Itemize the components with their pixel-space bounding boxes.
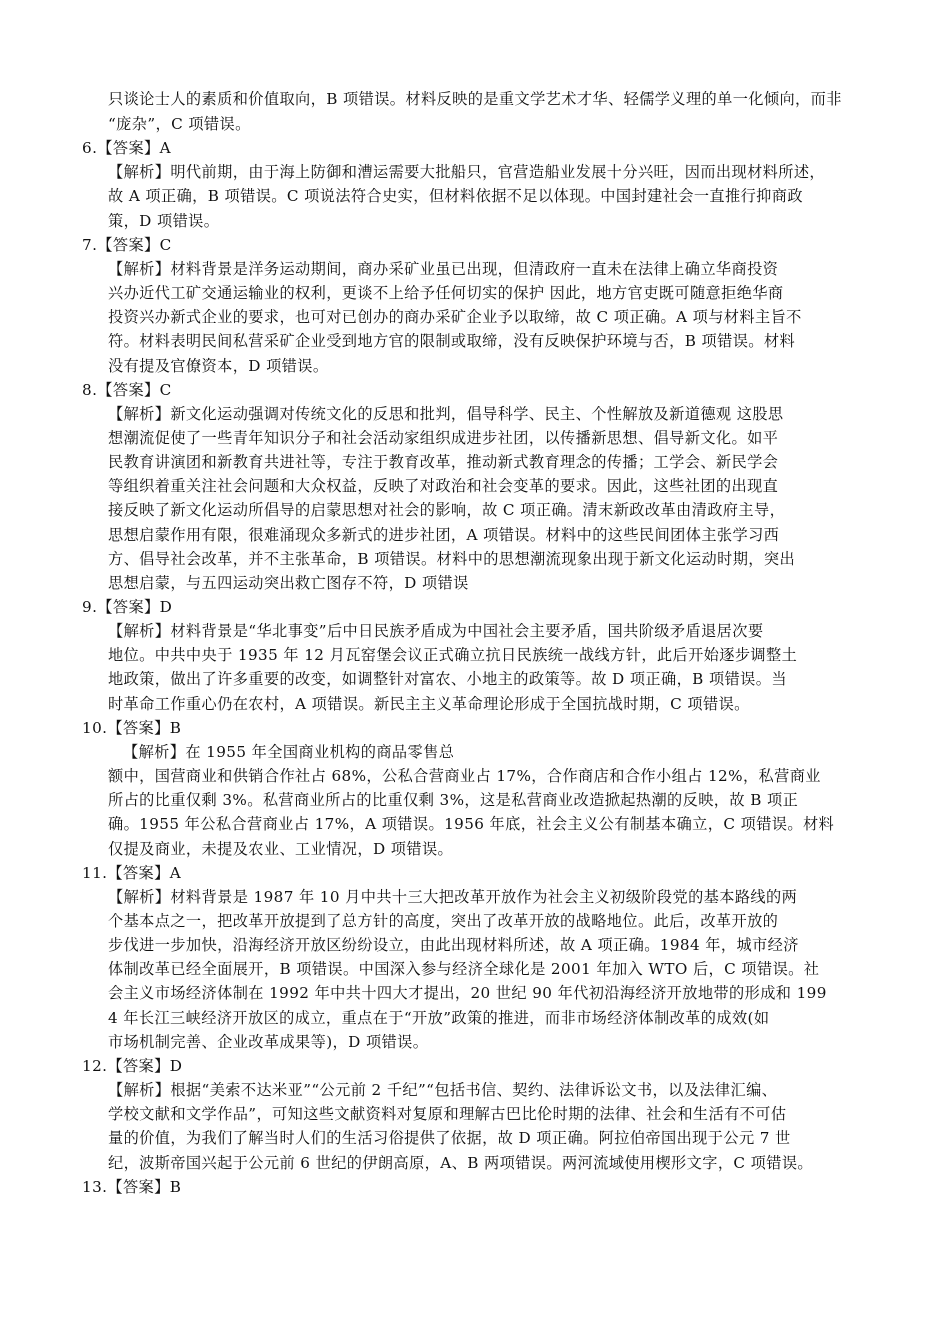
answer-heading: 11.【答案】A — [82, 864, 182, 882]
text-line: 只谈论士人的素质和价值取向，B 项错误。材料反映的是重文学艺术才华、轻儒学义理的单一化倾向，而非 — [108, 90, 842, 108]
text-line: 4 年长江三峡经济开放区的成立，重点在于“开放”政策的推进，而非市场经济体制改革的成效(如 — [108, 1009, 770, 1027]
text-line: 【解析】材料背景是 1987 年 10 月中共十三大把改革开放作为社会主义初级阶段党的基本路线的两 — [108, 888, 798, 906]
answer-heading: 6.【答案】A — [82, 139, 172, 157]
text-line: 会主义市场经济体制在 1992 年中共十四大才提出，20 世纪 90 年代初沿海经济开放地带的形成和 199 — [108, 984, 827, 1002]
text-line: 确。1955 年公私合营商业占 17%，A 项错误。1956 年底，社会主义公有制基本确立，C 项错误。材料 — [108, 815, 835, 833]
text-line: 【解析】明代前期，由于海上防御和漕运需要大批船只，官营造船业发展十分兴旺，因而出现材料所述， — [108, 163, 826, 181]
text-line: 投资兴办新式企业的要求，也可对已创办的商办采矿企业予以取缔，故 C 项正确。A 项与材料主旨不 — [108, 308, 802, 326]
text-line: 【解析】材料背景是洋务运动期间，商办采矿业虽已出现，但清政府一直未在法律上确立华商投资 — [108, 260, 779, 278]
text-line: 民教育讲演团和新教育共进社等，专注于教育改革，推动新式教育理念的传播；工学会、新民学会 — [108, 453, 779, 471]
text-line: 策，D 项错误。 — [108, 212, 220, 230]
text-line: 体制改革已经全面展开，B 项错误。中国深入参与经济全球化是 2001 年加入 WTO 后，C 项错误。社 — [108, 960, 820, 978]
text-line: 地政策，做出了许多重要的改变，如调整针对富农、小地主的政策等。故 D 项正确，B 项错误。当 — [108, 670, 787, 688]
text-line: “庞杂”，C 项错误。 — [108, 115, 251, 133]
text-line: 没有提及官僚资本，D 项错误。 — [108, 357, 329, 375]
answer-heading: 13.【答案】B — [82, 1178, 182, 1196]
text-line: 仅提及商业，未提及农业、工业情况，D 项错误。 — [108, 840, 454, 858]
text-line: 【解析】在 1955 年全国商业机构的商品零售总 — [123, 743, 455, 761]
text-line: 【解析】新文化运动强调对传统文化的反思和批判，倡导科学、民主、个性解放及新道德观 这股思 — [108, 405, 784, 423]
text-line: 纪，波斯帝国兴起于公元前 6 世纪的伊朗高原，A、B 两项错误。两河流域使用楔形文字，C 项错误。 — [108, 1154, 814, 1172]
answer-heading: 7.【答案】C — [82, 236, 172, 254]
text-line: 等组织着重关注社会问题和大众权益，反映了对政治和社会变革的要求。因此，这些社团的出现直 — [108, 477, 779, 495]
text-line: 学校文献和文学作品”，可知这些文献资料对复原和理解古巴比伦时期的法律、社会和生活有不可估 — [108, 1105, 787, 1123]
text-line: 方、倡导社会改革，并不主张革命，B 项错误。材料中的思想潮流现象出现于新文化运动时期，突出 — [108, 550, 796, 568]
text-line: 所占的比重仅剩 3%。私营商业所占的比重仅剩 3%，这是私营商业改造掀起热潮的反映，故 B 项正 — [108, 791, 799, 809]
text-line: 思想启蒙作用有限，很难涌现众多新式的进步社团，A 项错误。材料中的这些民间团体主张学习西 — [108, 526, 780, 544]
text-line: 市场机制完善、企业改革成果等)，D 项错误。 — [108, 1033, 429, 1051]
text-line: 额中，国营商业和供销合作社占 68%，公私合营商业占 17%，合作商店和合作小组占 12%，私营商业 — [108, 767, 821, 785]
text-line: 思想启蒙，与五四运动突出救亡图存不符，D 项错误 — [108, 574, 469, 592]
text-line: 想潮流促使了一些青年知识分子和社会活动家组织成进步社团，以传播新思想、倡导新文化。如平 — [108, 429, 779, 447]
answer-heading: 8.【答案】C — [82, 381, 172, 399]
text-line: 【解析】根据“美索不达米亚”“公元前 2 千纪”“包括书信、契约、法律诉讼文书，以及法律汇编、 — [108, 1081, 778, 1099]
answer-heading: 12.【答案】D — [82, 1057, 183, 1075]
text-line: 故 A 项正确，B 项错误。C 项说法符合史实，但材料依据不足以体现。中国封建社会一直推行抑商政 — [108, 187, 803, 205]
answer-heading: 10.【答案】B — [82, 719, 182, 737]
text-line: 【解析】材料背景是“华北事变”后中日民族矛盾成为中国社会主要矛盾，国共阶级矛盾退居次要 — [108, 622, 764, 640]
text-line: 时革命工作重心仍在农村，A 项错误。新民主主义革命理论形成于全国抗战时期，C 项错误。 — [108, 695, 750, 713]
answer-heading: 9.【答案】D — [82, 598, 173, 616]
text-line: 符。材料表明民间私营采矿企业受到地方官的限制或取缔，没有反映保护环境与否，B 项错误。材料 — [108, 332, 796, 350]
text-line: 量的价值，为我们了解当时人们的生活习俗提供了依据，故 D 项正确。阿拉伯帝国出现于公元 7 世 — [108, 1129, 791, 1147]
text-line: 步伐进一步加快，沿海经济开放区纷纷设立，由此出现材料所述，故 A 项正确。1984 年，城市经济 — [108, 936, 799, 954]
text-line: 地位。中共中央于 1935 年 12 月瓦窑堡会议正式确立抗日民族统一战线方针，此后开始逐步调整土 — [108, 646, 798, 664]
text-line: 兴办近代工矿交通运输业的权利，更谈不上给予任何切实的保护 因此，地方官吏既可随意拒绝华商 — [108, 284, 784, 302]
text-line: 接反映了新文化运动所倡导的启蒙思想对社会的影响，故 C 项正确。清末新政改革由清政府主导， — [108, 501, 786, 519]
text-line: 个基本点之一，把改革开放提到了总方针的高度，突出了改革开放的战略地位。此后，改革开放的 — [108, 912, 779, 930]
